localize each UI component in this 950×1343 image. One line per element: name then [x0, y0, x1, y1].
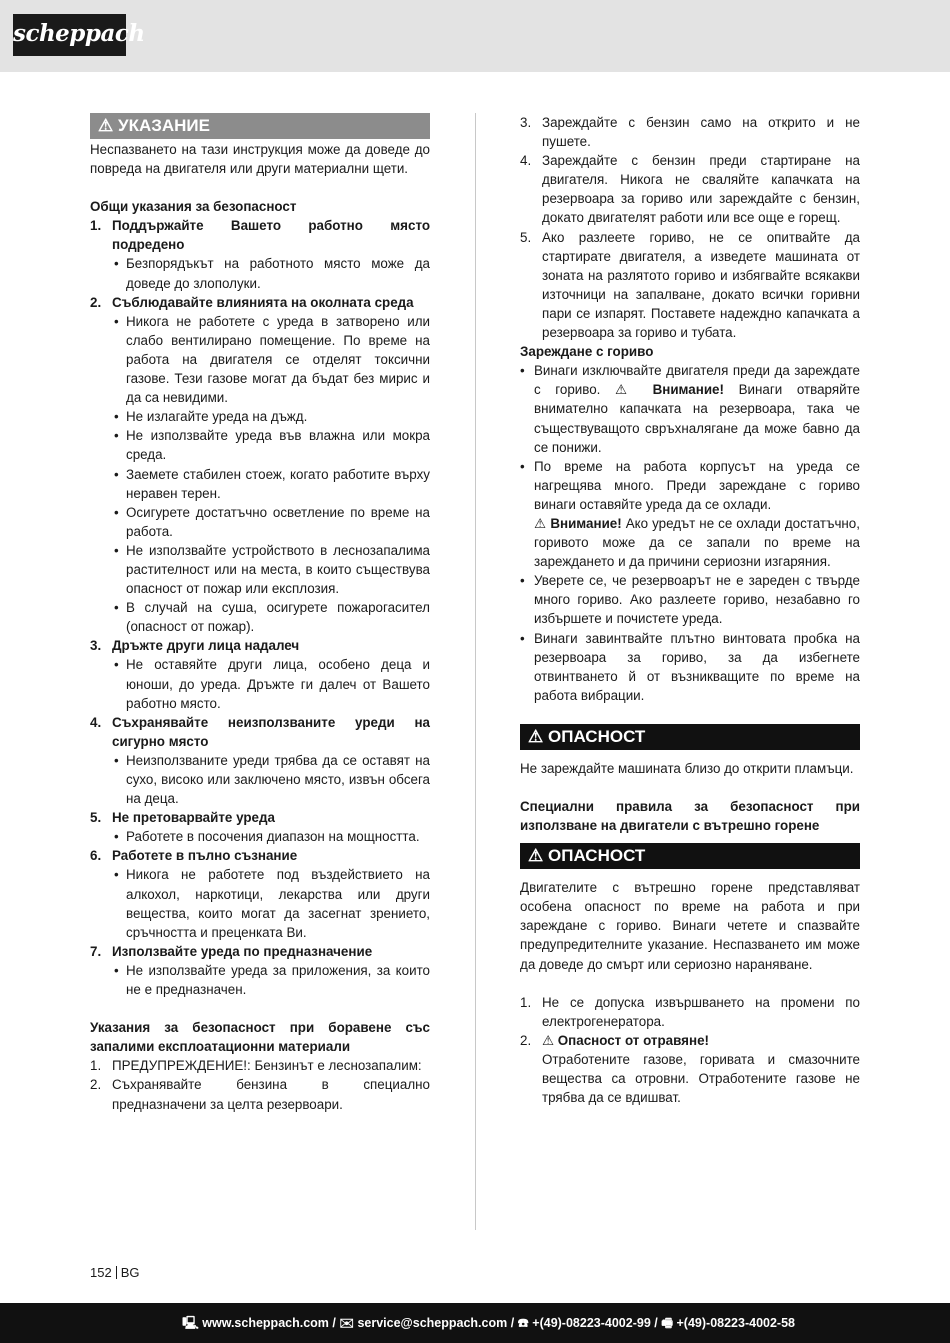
warning-triangle-icon: ⚠ [528, 846, 544, 866]
page-number-value: 152 [90, 1265, 112, 1280]
fuel-item: 1. ПРЕДУПРЕЖДЕНИЕ!: Бензинът е леснозапалим: [90, 1058, 422, 1074]
rule-3: 3. Дръжте други лица надалеч [90, 638, 300, 654]
fax-number: +(49)-08223-4002-58 [676, 1316, 795, 1330]
fuel-item: 3. Зареждайте с бензин само на открито и не пушете. [520, 115, 860, 150]
rule-2-bullet: • Никога не работете с уреда в затворено или слабо вентилирано помещение. По време на работа на двигателя се отделят токсични газове. Тези газове могат да бъдат без мирис и да са невидими. [90, 312, 430, 407]
warning-triangle-icon: ⚠ [542, 1032, 555, 1048]
warning-triangle-icon: ⚠ [615, 382, 638, 398]
refuel-bullet: • Винаги изключвайте двигателя преди да зареждате с гориво. ⚠ Внимание! Винаги отваряйте внимателно капачката на резервоара, така че съществуващото свръхналягане да може бавно да се понижи. [520, 361, 860, 456]
rule-5: 5. Не претоварвайте уреда [90, 810, 275, 826]
notice-text: Неспазването на тази инструкция може да доведе до повреда на двигателя или други материални щети. [90, 142, 430, 177]
scheppach-logo: scheppach [13, 14, 126, 56]
danger-title: ОПАСНОСТ [548, 846, 646, 866]
danger-header [520, 843, 860, 869]
rule-6: 6. Работете в пълно съзнание [90, 848, 298, 864]
fax-icon: 🖷 [661, 1316, 674, 1330]
generator-item: 1. Не се допуска извършването на промени по електрогенератора. [520, 994, 860, 1029]
refuel-bullet: • Уверете се, че резервоарът не е зареден с твърде много гориво. Ако разлеете гориво, незабавно го избършете и почистете уреда. [520, 571, 860, 628]
phone-number: +(49)-08223-4002-99 [532, 1316, 651, 1330]
warning-triangle-icon: ⚠ [534, 515, 547, 531]
page-language: BG [120, 1265, 140, 1280]
page-number [90, 1265, 140, 1280]
notice-header [90, 113, 430, 139]
rule-2-bullet: • Не излагайте уреда на дъжд. [90, 407, 430, 426]
fuel-item: 4. Зареждайте с бензин преди стартиране на двигателя. Никога не сваляйте капачката на резервоара за гориво или зареждайте с бензин, докато двигателят работи или все още е горещ. [520, 153, 860, 226]
mail-icon: ✉ [339, 1316, 354, 1330]
rule-7-bullet: • Не използвайте уреда за приложения, за които не е предназначен. [90, 961, 430, 999]
rule-3-bullet: • Не оставяйте други лица, особено деца и юноши, до уреда. Дръжте ги далеч от Вашето работно място. [90, 655, 430, 712]
refuel-bullet: • Винаги завинтвайте плътно винтовата пробка на резервоара за гориво, за да избегнете отвинтването й от възникващите по време на работа вибрации. [520, 629, 860, 705]
website-link[interactable]: www.scheppach.com [202, 1316, 329, 1330]
poison-text: Отработените газове, горивата и смазочните вещества са отровни. Отработените газове не трябва да се вдишват. [542, 1051, 860, 1106]
danger-text: Двигателите с вътрешно горене представляват особена опасност по време на работа и при зареждане с гориво. Винаги четете и спазвайте предупредителните указание. Неспазването им може да доведе до смърт или сериозно нараняване. [520, 880, 860, 972]
fuel-safety-title: Указания за безопасност при боравене със запалими експлоатационни материали [90, 1020, 430, 1055]
rule-1: 1. Поддържайте Вашето работно място подредено [90, 218, 430, 253]
warning-triangle-icon: ⚠ [528, 726, 544, 746]
rule-2-bullet: • В случай на суша, осигурете пожарогасител (опасност от пожар). [90, 598, 430, 636]
column-divider [475, 113, 476, 1230]
computer-icon: 🖳 [182, 1316, 199, 1330]
danger-header [520, 724, 860, 750]
right-column [520, 113, 860, 1107]
rule-2-bullet: • Заемете стабилен стоеж, когато работите върху неравен терен. [90, 465, 430, 503]
special-rules-title: Специални правила за безопасност при използване на двигатели с вътрешно горене [520, 799, 860, 834]
warning-triangle-icon: ⚠ [98, 116, 114, 135]
rule-2-bullet: • Осигурете достатъчно осветление по време на работа. [90, 503, 430, 541]
refuel-title: Зареждане с гориво [520, 344, 654, 360]
danger-title: ОПАСНОСТ [548, 726, 646, 746]
rule-4-bullet: • Неизползваните уреди трябва да се оставят на сухо, високо или заключено място, извън обсега на деца. [90, 751, 430, 808]
rule-2-bullet: • Не използвайте уреда във влажна или мокра среда. [90, 426, 430, 464]
rule-7: 7. Използвайте уреда по предназначение [90, 943, 373, 959]
header-bar [0, 0, 950, 72]
left-column [90, 113, 430, 1114]
fuel-item: 2. Съхранявайте бензина в специално предназначени за целта резервоари. [90, 1077, 430, 1112]
danger-text: Не зареждайте машината близо до открити пламъци. [520, 760, 854, 776]
fuel-item: 5. Ако разлеете гориво, не се опитвайте да стартирате двигателя, а изведете машината от зоната на разлятото гориво и избягвайте всякакви източници на запалване, докато всички горивни пари се изпарят. Поставете надеждно капачката а резервоара за гориво и тубата. [520, 229, 860, 341]
general-safety-title: Общи указания за безопасност [90, 199, 297, 215]
footer-bar: 🖳 www.scheppach.com / ✉ service@scheppach.com / ☎ +(49)-08223-4002-99 / 🖷 +(49)-08223-4002-58 [0, 1303, 950, 1343]
notice-title: УКАЗАНИЕ [118, 116, 210, 135]
rule-2: 2. Съблюдавайте влиянията на околната среда [90, 294, 414, 310]
email-link[interactable]: service@scheppach.com [357, 1316, 508, 1330]
phone-icon: ☎ [517, 1316, 529, 1330]
refuel-bullet: • По време на работа корпусът на уреда се нагрещява много. Преди зареждане с гориво винаги оставяйте уреда да се охлади. [520, 457, 860, 514]
refuel-attention: ⚠ Внимание! Ако уредът не се охлади достатъчно, горивото може да се запали по време на зареждането и да причини сериозни изгаряния. [534, 515, 860, 570]
rule-2-bullet: • Не използвайте устройството в леснозапалима растителност или на места, в които съществува опасност от пожар или експлозия. [90, 541, 430, 598]
poison-item: 2. ⚠ Опасност от отравяне! [520, 1032, 709, 1048]
rule-1-bullet: • Безпорядъкът на работното място може да доведе до злополуки. [90, 254, 430, 292]
rule-4: 4. Съхранявайте неизползваните уреди на сигурно място [90, 714, 430, 749]
rule-5-bullet: • Работете в посочения диапазон на мощността. [90, 827, 430, 846]
rule-6-bullet: • Никога не работете под въздействието на алкохол, наркотици, лекарства или други вещества, които могат да засегнат зрението, сръчността и преценката Ви. [90, 865, 430, 941]
